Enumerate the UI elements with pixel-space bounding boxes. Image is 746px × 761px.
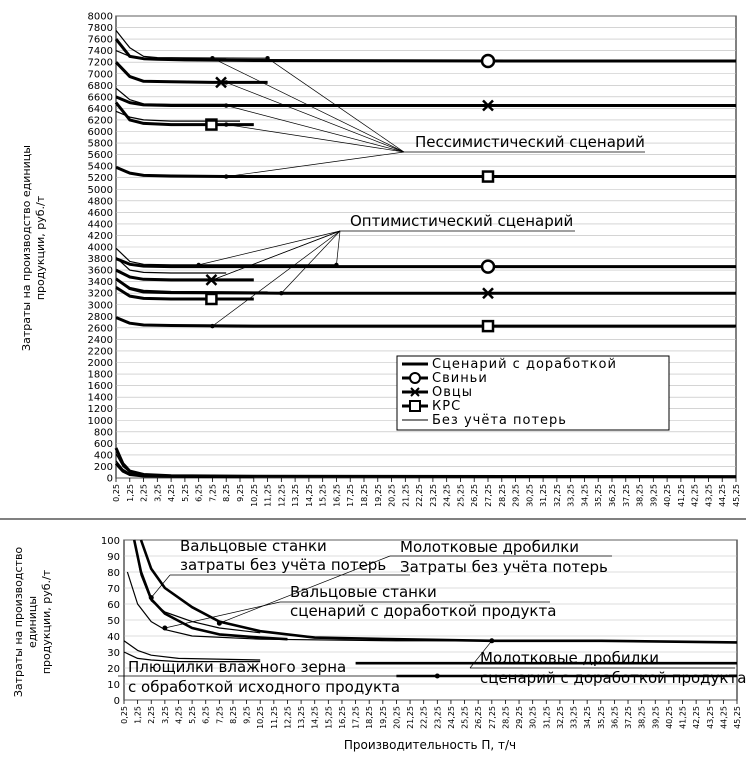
top-y-tick-label: 400	[93, 450, 113, 462]
bottom-x-tick-label: 0,25	[120, 706, 129, 724]
top-y-tick-label: 3600	[87, 265, 113, 277]
top-x-tick-label: 16,25	[332, 484, 342, 507]
bottom-y-axis-label-line1: Затраты на производство	[12, 546, 25, 698]
top-y-tick-label: 3200	[87, 288, 113, 300]
legend-label-scenario: Сценарий с доработкой	[432, 357, 617, 372]
bottom-x-tick-label: 42,25	[692, 706, 702, 729]
top-x-tick-label: 29,25	[511, 484, 521, 507]
bottom-x-tick-label: 31,25	[542, 706, 552, 729]
top-x-tick-labels	[112, 484, 741, 507]
top-x-tick-label: 36,25	[608, 484, 617, 507]
bottom-x-tick-label: 15,25	[324, 706, 334, 729]
bottom-x-tick-label: 11,25	[269, 706, 279, 729]
top-y-tick-label: 800	[93, 427, 113, 439]
top-y-tick-label: 0	[106, 473, 113, 485]
top-y-tick-label: 3400	[87, 277, 113, 289]
top-y-axis-label-line1: Затраты на производство единицы	[20, 145, 33, 351]
bottom-x-tick-label: 10,25	[256, 706, 266, 729]
top-x-tick-label: 31,25	[539, 484, 549, 507]
bottom-y-axis-label-line2: единицы	[26, 595, 39, 649]
bottom-y-tick-label: 10	[107, 680, 120, 691]
bottom-annotation-hammer-nolosses: Затраты без учёта потерь	[400, 558, 608, 576]
bottom-x-tick-label: 43,25	[705, 706, 715, 729]
bottom-x-tick-label: 18,25	[365, 706, 375, 729]
top-y-tick-label: 1000	[87, 415, 113, 427]
bottom-marker-dot	[162, 626, 167, 631]
bottom-marker-dot	[149, 595, 154, 600]
top-y-tick-label: 600	[93, 438, 113, 450]
bottom-y-axis-label-line3: продукции, руб./т	[40, 569, 53, 675]
top-x-tick-label: 41,25	[676, 484, 686, 507]
bottom-x-tick-label: 32,25	[555, 706, 565, 729]
top-y-tick-label: 5800	[87, 138, 113, 150]
top-x-tick-label: 15,25	[318, 484, 328, 507]
bottom-marker-dot	[217, 621, 222, 626]
bottom-annotation-rollers-1: Вальцовые станки	[180, 537, 327, 555]
legend-label-no-losses: Без учёта потерь	[432, 413, 567, 428]
top-y-tick-label: 6800	[87, 80, 113, 92]
bottom-annotation-hammer-upgrade: сценарий с доработкой продукта	[480, 669, 746, 687]
top-x-tick-label: 27,25	[484, 484, 493, 507]
top-y-tick-label: 2000	[87, 358, 113, 369]
top-x-tick-label: 21,25	[401, 484, 411, 507]
bottom-x-tick-label: 25,25	[460, 706, 470, 729]
top-y-tick-label: 1600	[87, 381, 113, 393]
legend-label-cattle: КРС	[432, 399, 462, 414]
top-series-9-circle-marker	[482, 261, 494, 273]
bottom-x-tick-label: 21,25	[406, 706, 416, 729]
top-x-tick-label: 2,25	[139, 484, 149, 502]
top-y-tick-labels	[88, 12, 113, 485]
bottom-x-tick-label: 38,25	[637, 706, 647, 729]
top-x-tick-label: 44,25	[718, 484, 728, 507]
top-x-tick-label: 24,25	[442, 484, 452, 507]
legend-marker-square	[410, 401, 420, 411]
annotation-optimistic: Оптимистический сценарий	[350, 212, 574, 230]
bottom-x-tick-label: 12,25	[283, 706, 293, 729]
top-x-tick-label: 5,25	[180, 484, 190, 502]
top-x-tick-label: 20,25	[387, 484, 397, 507]
top-x-tick-label: 32,25	[552, 484, 562, 507]
top-y-tick-label: 7000	[87, 69, 113, 81]
bottom-x-tick-label: 28,25	[501, 706, 511, 729]
bottom-x-tick-label: 37,25	[624, 706, 634, 729]
top-series-16-square-marker	[483, 321, 493, 331]
top-x-tick-label: 39,25	[649, 484, 659, 507]
top-y-tick-label: 4600	[87, 207, 113, 219]
top-series-14-square-marker	[206, 294, 216, 304]
bottom-x-tick-label: 34,25	[583, 706, 593, 729]
bottom-x-tick-label: 27,25	[487, 706, 497, 729]
top-x-tick-label: 37,25	[621, 484, 631, 507]
top-y-tick-label: 2400	[87, 334, 113, 346]
top-x-tick-label: 10,25	[249, 484, 259, 507]
top-x-tick-label: 33,25	[566, 484, 576, 507]
top-y-tick-label: 3000	[87, 300, 113, 312]
top-y-tick-label: 4800	[87, 196, 113, 208]
top-x-tick-label: 17,25	[346, 484, 356, 507]
bottom-x-tick-label: 36,25	[610, 706, 620, 729]
top-y-tick-label: 4000	[87, 242, 113, 254]
top-y-tick-label: 6200	[87, 115, 113, 127]
bottom-chart	[12, 536, 746, 752]
top-x-tick-label: 22,25	[415, 484, 425, 507]
bottom-x-tick-label: 39,25	[651, 706, 661, 729]
bottom-x-tick-label: 45,25	[733, 706, 742, 729]
bottom-annotation-hammer-1: Молотковые дробилки	[400, 538, 580, 556]
top-x-tick-label: 13,25	[291, 484, 301, 507]
bottom-x-tick-label: 41,25	[678, 706, 688, 729]
top-x-tick-label: 3,25	[153, 484, 163, 502]
bottom-annotation-rollers-2: Вальцовые станки	[290, 583, 437, 601]
top-y-tick-label: 5000	[87, 184, 113, 196]
top-x-tick-label: 30,25	[525, 484, 535, 507]
top-y-tick-label: 2200	[87, 346, 113, 358]
top-y-axis-label-line2: продукции, руб./т	[34, 195, 47, 301]
top-x-tick-label: 11,25	[263, 484, 273, 507]
top-y-tick-label: 7200	[87, 57, 113, 69]
bottom-x-tick-label: 5,25	[188, 706, 198, 724]
bottom-y-tick-label: 40	[107, 632, 120, 643]
top-y-tick-label: 5600	[87, 150, 113, 162]
top-y-tick-label: 7600	[87, 34, 113, 46]
top-x-tick-label: 43,25	[704, 484, 714, 507]
legend-label-sheep: Овцы	[432, 385, 474, 400]
top-x-tick-label: 19,25	[373, 484, 383, 507]
bottom-y-tick-label: 0	[113, 696, 120, 707]
top-x-tick-label: 26,25	[470, 484, 480, 507]
bottom-y-tick-label: 100	[100, 536, 120, 547]
top-y-tick-label: 3800	[87, 254, 113, 266]
bottom-annotation-flakers: Плющилки влажного зерна	[128, 658, 347, 676]
bottom-x-tick-label: 35,25	[596, 706, 606, 729]
bottom-x-tick-label: 17,25	[351, 706, 361, 729]
top-x-tick-label: 45,25	[732, 484, 741, 507]
bottom-x-tick-label: 24,25	[446, 706, 456, 729]
bottom-x-tick-label: 14,25	[310, 706, 320, 729]
bottom-x-tick-label: 8,25	[228, 706, 238, 724]
top-chart	[20, 12, 741, 507]
bottom-x-tick-labels	[120, 706, 742, 729]
bottom-x-tick-label: 19,25	[378, 706, 388, 729]
top-x-tick-label: 7,25	[208, 484, 218, 502]
top-series-8-square-marker	[483, 172, 493, 182]
bottom-x-tick-label: 22,25	[419, 706, 429, 729]
top-x-tick-label: 14,25	[304, 484, 314, 507]
top-y-tick-label: 7800	[87, 23, 113, 35]
bottom-x-axis-label: Производительность П, т/ч	[343, 738, 517, 752]
bottom-x-tick-label: 9,25	[242, 706, 252, 724]
bottom-marker-dot	[435, 674, 440, 679]
bottom-x-tick-label: 33,25	[569, 706, 579, 729]
top-y-tick-label: 4200	[87, 230, 113, 242]
bottom-y-tick-label: 50	[107, 616, 120, 627]
bottom-x-tick-label: 13,25	[297, 706, 307, 729]
bottom-x-tick-label: 23,25	[433, 706, 443, 729]
top-x-tick-label: 18,25	[360, 484, 369, 507]
bottom-x-tick-label: 29,25	[515, 706, 525, 729]
top-y-tick-label: 1200	[87, 404, 113, 416]
bottom-y-tick-label: 30	[107, 648, 120, 659]
bottom-y-tick-label: 80	[107, 568, 120, 579]
legend	[397, 356, 669, 430]
top-x-tick-label: 42,25	[690, 484, 700, 507]
top-y-tick-label: 1800	[87, 369, 113, 381]
bottom-x-tick-label: 3,25	[160, 706, 170, 724]
legend-label-pigs: Свиньи	[432, 371, 488, 386]
top-y-tick-label: 6400	[87, 103, 113, 115]
top-y-tick-label: 4400	[87, 219, 113, 231]
bottom-y-tick-label: 20	[107, 664, 120, 675]
top-y-tick-label: 6600	[87, 92, 113, 104]
top-x-tick-label: 40,25	[663, 484, 673, 507]
annotation-pessimistic: Пессимистический сценарий	[415, 133, 645, 151]
top-x-tick-label: 0,25	[112, 484, 121, 502]
top-y-tick-label: 6000	[87, 127, 113, 138]
bottom-y-tick-label: 60	[107, 600, 120, 611]
top-x-tick-label: 1,25	[125, 484, 135, 502]
top-y-tick-label: 8000	[87, 11, 113, 23]
bottom-x-tick-label: 4,25	[174, 706, 184, 724]
top-x-tick-label: 35,25	[594, 484, 604, 507]
top-x-tick-label: 6,25	[194, 484, 204, 502]
bottom-x-tick-label: 44,25	[719, 706, 729, 729]
top-y-tick-label: 1400	[87, 392, 113, 404]
top-y-tick-label: 2600	[87, 323, 113, 335]
top-series-0-circle-marker	[482, 55, 494, 67]
top-x-tick-label: 23,25	[428, 484, 438, 507]
bottom-x-tick-label: 7,25	[215, 706, 225, 724]
bottom-annotation-flakers-processing: с обработкой исходного продукта	[128, 678, 401, 696]
bottom-x-tick-label: 30,25	[528, 706, 538, 729]
bottom-y-tick-label: 70	[107, 584, 120, 595]
bottom-x-tick-label: 40,25	[664, 706, 674, 729]
bottom-marker-dot	[489, 638, 494, 643]
bottom-x-tick-label: 26,25	[474, 706, 484, 729]
top-x-tick-label: 4,25	[167, 484, 177, 502]
top-x-tick-label: 28,25	[497, 484, 507, 507]
top-y-tick-label: 2800	[87, 311, 113, 323]
bottom-x-tick-label: 1,25	[133, 706, 143, 724]
top-y-tick-label: 7400	[87, 46, 113, 58]
top-x-tick-label: 12,25	[277, 484, 287, 507]
bottom-annotation-rollers-upgrade: сценарий с доработкой продукта	[290, 602, 557, 620]
bottom-x-tick-label: 20,25	[392, 706, 402, 729]
bottom-annotation-hammer-2: Молотковые дробилки	[480, 649, 660, 667]
bottom-y-tick-labels	[101, 536, 120, 707]
bottom-y-tick-label: 90	[107, 552, 120, 563]
top-y-tick-label: 5200	[87, 173, 113, 185]
bottom-x-tick-label: 6,25	[201, 706, 211, 724]
top-x-tick-label: 8,25	[222, 484, 232, 502]
bottom-x-tick-label: 16,25	[337, 706, 347, 729]
top-x-tick-label: 38,25	[635, 484, 645, 507]
bottom-x-tick-label: 2,25	[147, 706, 157, 724]
top-y-tick-label: 200	[93, 461, 113, 473]
bottom-annotation-rollers-nolosses: затраты без учёта потерь	[180, 556, 387, 574]
top-y-tick-label: 5400	[87, 161, 113, 173]
top-x-tick-label: 9,25	[236, 484, 245, 502]
top-x-tick-label: 34,25	[580, 484, 590, 507]
legend-marker-circle	[410, 373, 420, 383]
top-x-tick-label: 25,25	[456, 484, 466, 507]
